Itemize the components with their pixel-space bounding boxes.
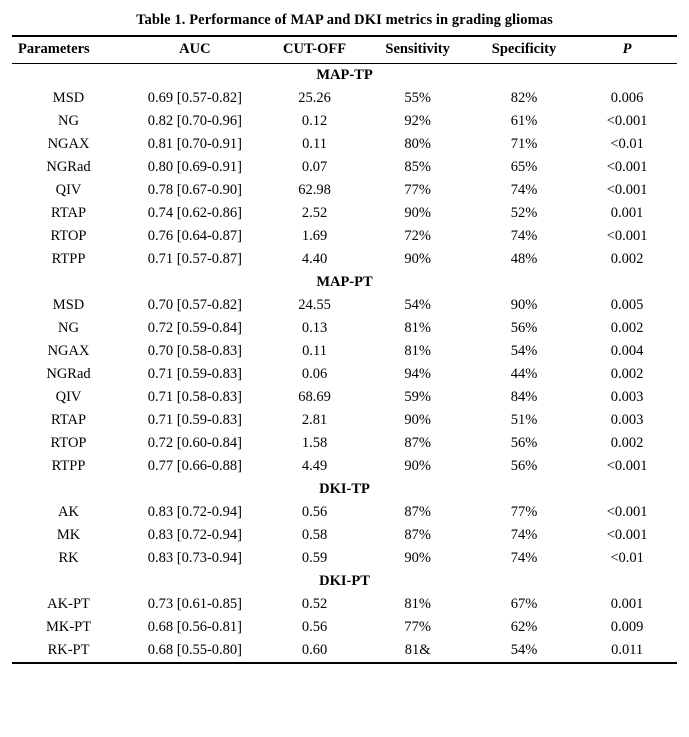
metric-name: NGAX xyxy=(47,343,90,359)
table-row xyxy=(12,87,677,110)
cell-sensitivity: 72% xyxy=(404,228,431,244)
table-row xyxy=(12,547,677,570)
metric-name: QIV xyxy=(55,389,82,405)
table-row xyxy=(12,179,677,202)
cell-specificity: 56% xyxy=(510,435,538,451)
metric-name: AK xyxy=(58,504,79,520)
table-group-row xyxy=(12,478,677,501)
cell-specificity: 61% xyxy=(510,113,538,129)
cell-sensitivity: 87% xyxy=(404,504,431,520)
cell-p: 0.003 xyxy=(610,389,644,405)
metric-name: MK xyxy=(56,527,81,543)
cell-specificity: 82% xyxy=(510,90,538,106)
cell-cutoff: 2.81 xyxy=(301,412,328,428)
metric-name: NGAX xyxy=(47,136,90,152)
cell-auc: 0.71 [0.57-0.87] xyxy=(147,251,242,267)
cell-p: <0.001 xyxy=(606,182,648,198)
cell-cutoff: 4.40 xyxy=(301,251,328,267)
column-header-auc: AUC xyxy=(125,36,265,64)
group-label: MAP-PT xyxy=(316,274,373,290)
cell-sensitivity: 77% xyxy=(404,619,431,635)
table-row xyxy=(12,202,677,225)
cell-sensitivity: 55% xyxy=(404,90,431,106)
cell-p: <0.01 xyxy=(610,550,644,566)
cell-cutoff: 0.56 xyxy=(301,504,328,520)
cell-auc: 0.83 [0.72-0.94] xyxy=(147,504,242,520)
metric-name: RK xyxy=(58,550,79,566)
cell-p: 0.001 xyxy=(610,205,644,221)
cell-p: 0.002 xyxy=(610,320,644,336)
cell-cutoff: 1.69 xyxy=(301,228,328,244)
cell-auc: 0.72 [0.59-0.84] xyxy=(147,320,242,336)
metric-name: RK-PT xyxy=(12,639,125,663)
cell-p: 0.005 xyxy=(610,297,644,313)
metric-name: RTAP xyxy=(51,205,87,221)
cell-specificity: 51% xyxy=(510,412,538,428)
cell-cutoff: 0.60 xyxy=(265,639,365,663)
cell-auc: 0.70 [0.58-0.83] xyxy=(147,343,242,359)
cell-cutoff: 0.52 xyxy=(301,596,328,612)
cell-auc: 0.68 [0.56-0.81] xyxy=(147,619,242,635)
table-row xyxy=(12,432,677,455)
cell-sensitivity: 54% xyxy=(404,297,431,313)
cell-specificity: 44% xyxy=(510,366,538,382)
cell-cutoff: 24.55 xyxy=(298,297,331,313)
cell-auc: 0.74 [0.62-0.86] xyxy=(147,205,242,221)
cell-cutoff: 1.58 xyxy=(301,435,328,451)
cell-specificity: 65% xyxy=(510,159,538,175)
cell-p: 0.004 xyxy=(610,343,644,359)
table-row xyxy=(12,639,677,663)
cell-auc: 0.71 [0.59-0.83] xyxy=(147,366,242,382)
cell-specificity: 54% xyxy=(510,343,538,359)
cell-sensitivity: 90% xyxy=(404,251,431,267)
cell-auc: 0.70 [0.57-0.82] xyxy=(147,297,242,313)
cell-specificity: 74% xyxy=(510,228,538,244)
cell-cutoff: 0.12 xyxy=(301,113,328,129)
cell-sensitivity: 90% xyxy=(404,412,431,428)
cell-sensitivity: 90% xyxy=(404,205,431,221)
cell-sensitivity: 59% xyxy=(404,389,431,405)
table-caption: Table 1. Performance of MAP and DKI metrics in grading gliomas xyxy=(136,12,553,28)
cell-cutoff: 25.26 xyxy=(298,90,331,106)
cell-p: 0.006 xyxy=(610,90,644,106)
table-row xyxy=(12,225,677,248)
metric-name: MK-PT xyxy=(45,619,92,635)
table-row xyxy=(12,110,677,133)
cell-auc: 0.71 [0.58-0.83] xyxy=(147,389,242,405)
cell-sensitivity: 81% xyxy=(404,596,431,612)
table-row xyxy=(12,524,677,547)
cell-specificity: 52% xyxy=(510,205,538,221)
cell-auc: 0.83 [0.72-0.94] xyxy=(147,527,242,543)
cell-sensitivity: 94% xyxy=(404,366,431,382)
table-row xyxy=(12,409,677,432)
metric-name: QIV xyxy=(55,182,82,198)
cell-auc: 0.83 [0.73-0.94] xyxy=(147,550,242,566)
cell-p: 0.002 xyxy=(610,251,644,267)
table-row xyxy=(12,317,677,340)
table-row xyxy=(12,133,677,156)
metric-name: RTPP xyxy=(51,251,86,267)
column-header-sensitivity: Sensitivity xyxy=(364,36,470,64)
cell-auc: 0.76 [0.64-0.87] xyxy=(147,228,242,244)
cell-cutoff: 0.07 xyxy=(301,159,328,175)
cell-p: <0.001 xyxy=(606,228,648,244)
table-group-row xyxy=(12,64,677,88)
cell-specificity: 90% xyxy=(510,297,538,313)
table-row xyxy=(12,616,677,639)
cell-specificity: 74% xyxy=(510,550,538,566)
table-row xyxy=(12,501,677,524)
cell-cutoff: 0.58 xyxy=(301,527,328,543)
table-row xyxy=(12,455,677,478)
cell-sensitivity: 81% xyxy=(404,343,431,359)
cell-auc: 0.81 [0.70-0.91] xyxy=(147,136,242,152)
metric-name: MSD xyxy=(52,90,85,106)
cell-cutoff: 0.13 xyxy=(301,320,328,336)
cell-cutoff: 2.52 xyxy=(301,205,328,221)
cell-specificity: 54% xyxy=(471,639,577,663)
cell-specificity: 67% xyxy=(510,596,538,612)
cell-p: <0.001 xyxy=(606,159,648,175)
cell-auc: 0.68 [0.55-0.80] xyxy=(125,639,265,663)
cell-p: 0.002 xyxy=(610,435,644,451)
metric-name: MSD xyxy=(52,297,85,313)
metric-name: RTOP xyxy=(50,435,87,451)
cell-cutoff: 0.11 xyxy=(302,136,327,152)
cell-p: 0.009 xyxy=(610,619,644,635)
table-row xyxy=(12,248,677,271)
cell-sensitivity: 85% xyxy=(404,159,431,175)
cell-cutoff: 62.98 xyxy=(298,182,331,198)
metric-name: NG xyxy=(58,113,79,129)
table-group-row xyxy=(12,271,677,294)
cell-cutoff: 0.56 xyxy=(301,619,328,635)
cell-sensitivity: 87% xyxy=(404,527,431,543)
cell-sensitivity: 77% xyxy=(404,182,431,198)
cell-specificity: 74% xyxy=(510,182,538,198)
table-row xyxy=(12,156,677,179)
cell-p: <0.001 xyxy=(606,527,648,543)
metric-name: AK-PT xyxy=(47,596,90,612)
cell-specificity: 71% xyxy=(510,136,538,152)
cell-cutoff: 68.69 xyxy=(298,389,331,405)
cell-sensitivity: 81% xyxy=(404,320,431,336)
column-header-cutoff: CUT-OFF xyxy=(265,36,365,64)
performance-table xyxy=(12,35,677,664)
cell-auc: 0.80 [0.69-0.91] xyxy=(147,159,242,175)
metric-name: RTOP xyxy=(50,228,87,244)
cell-cutoff: 0.59 xyxy=(301,550,328,566)
table-row xyxy=(12,386,677,409)
metric-name: NGRad xyxy=(46,366,91,382)
table-group-row xyxy=(12,570,677,593)
cell-specificity: 77% xyxy=(510,504,538,520)
table-header-row xyxy=(12,36,677,64)
cell-p: <0.001 xyxy=(606,113,648,129)
cell-specificity: 84% xyxy=(510,389,538,405)
cell-cutoff: 4.49 xyxy=(301,458,328,474)
cell-specificity: 56% xyxy=(510,320,538,336)
cell-sensitivity: 90% xyxy=(404,458,431,474)
metric-name: NG xyxy=(58,320,79,336)
cell-specificity: 74% xyxy=(510,527,538,543)
group-label: DKI-PT xyxy=(319,573,370,589)
cell-auc: 0.72 [0.60-0.84] xyxy=(147,435,242,451)
table-row xyxy=(12,340,677,363)
cell-p: 0.011 xyxy=(577,639,677,663)
cell-sensitivity: 87% xyxy=(404,435,431,451)
table-row xyxy=(12,363,677,386)
cell-specificity: 48% xyxy=(510,251,538,267)
table-row xyxy=(12,294,677,317)
cell-sensitivity: 90% xyxy=(404,550,431,566)
cell-sensitivity: 81& xyxy=(364,639,470,663)
cell-sensitivity: 80% xyxy=(404,136,431,152)
group-label: MAP-TP xyxy=(316,67,373,83)
group-label: DKI-TP xyxy=(319,481,370,497)
cell-sensitivity: 92% xyxy=(404,113,431,129)
metric-name: RTPP xyxy=(51,458,86,474)
cell-cutoff: 0.06 xyxy=(301,366,328,382)
cell-p: <0.01 xyxy=(610,136,644,152)
cell-auc: 0.77 [0.66-0.88] xyxy=(147,458,242,474)
cell-cutoff: 0.11 xyxy=(302,343,327,359)
cell-p: 0.002 xyxy=(610,366,644,382)
cell-p: <0.001 xyxy=(606,458,648,474)
table-header xyxy=(12,36,677,64)
cell-auc: 0.69 [0.57-0.82] xyxy=(147,90,242,106)
metric-name: NGRad xyxy=(46,159,91,175)
metric-name: RTAP xyxy=(51,412,87,428)
cell-auc: 0.71 [0.59-0.83] xyxy=(147,412,242,428)
cell-p: 0.001 xyxy=(610,596,644,612)
cell-p: 0.003 xyxy=(610,412,644,428)
cell-specificity: 62% xyxy=(510,619,538,635)
table-body xyxy=(12,64,677,664)
cell-p: <0.001 xyxy=(606,504,648,520)
cell-auc: 0.73 [0.61-0.85] xyxy=(147,596,242,612)
cell-auc: 0.82 [0.70-0.96] xyxy=(147,113,242,129)
cell-specificity: 56% xyxy=(510,458,538,474)
column-header-p: P xyxy=(577,36,677,64)
column-header-specificity: Specificity xyxy=(471,36,577,64)
cell-auc: 0.78 [0.67-0.90] xyxy=(147,182,242,198)
column-header-parameters: Parameters xyxy=(12,36,125,64)
table-row xyxy=(12,593,677,616)
